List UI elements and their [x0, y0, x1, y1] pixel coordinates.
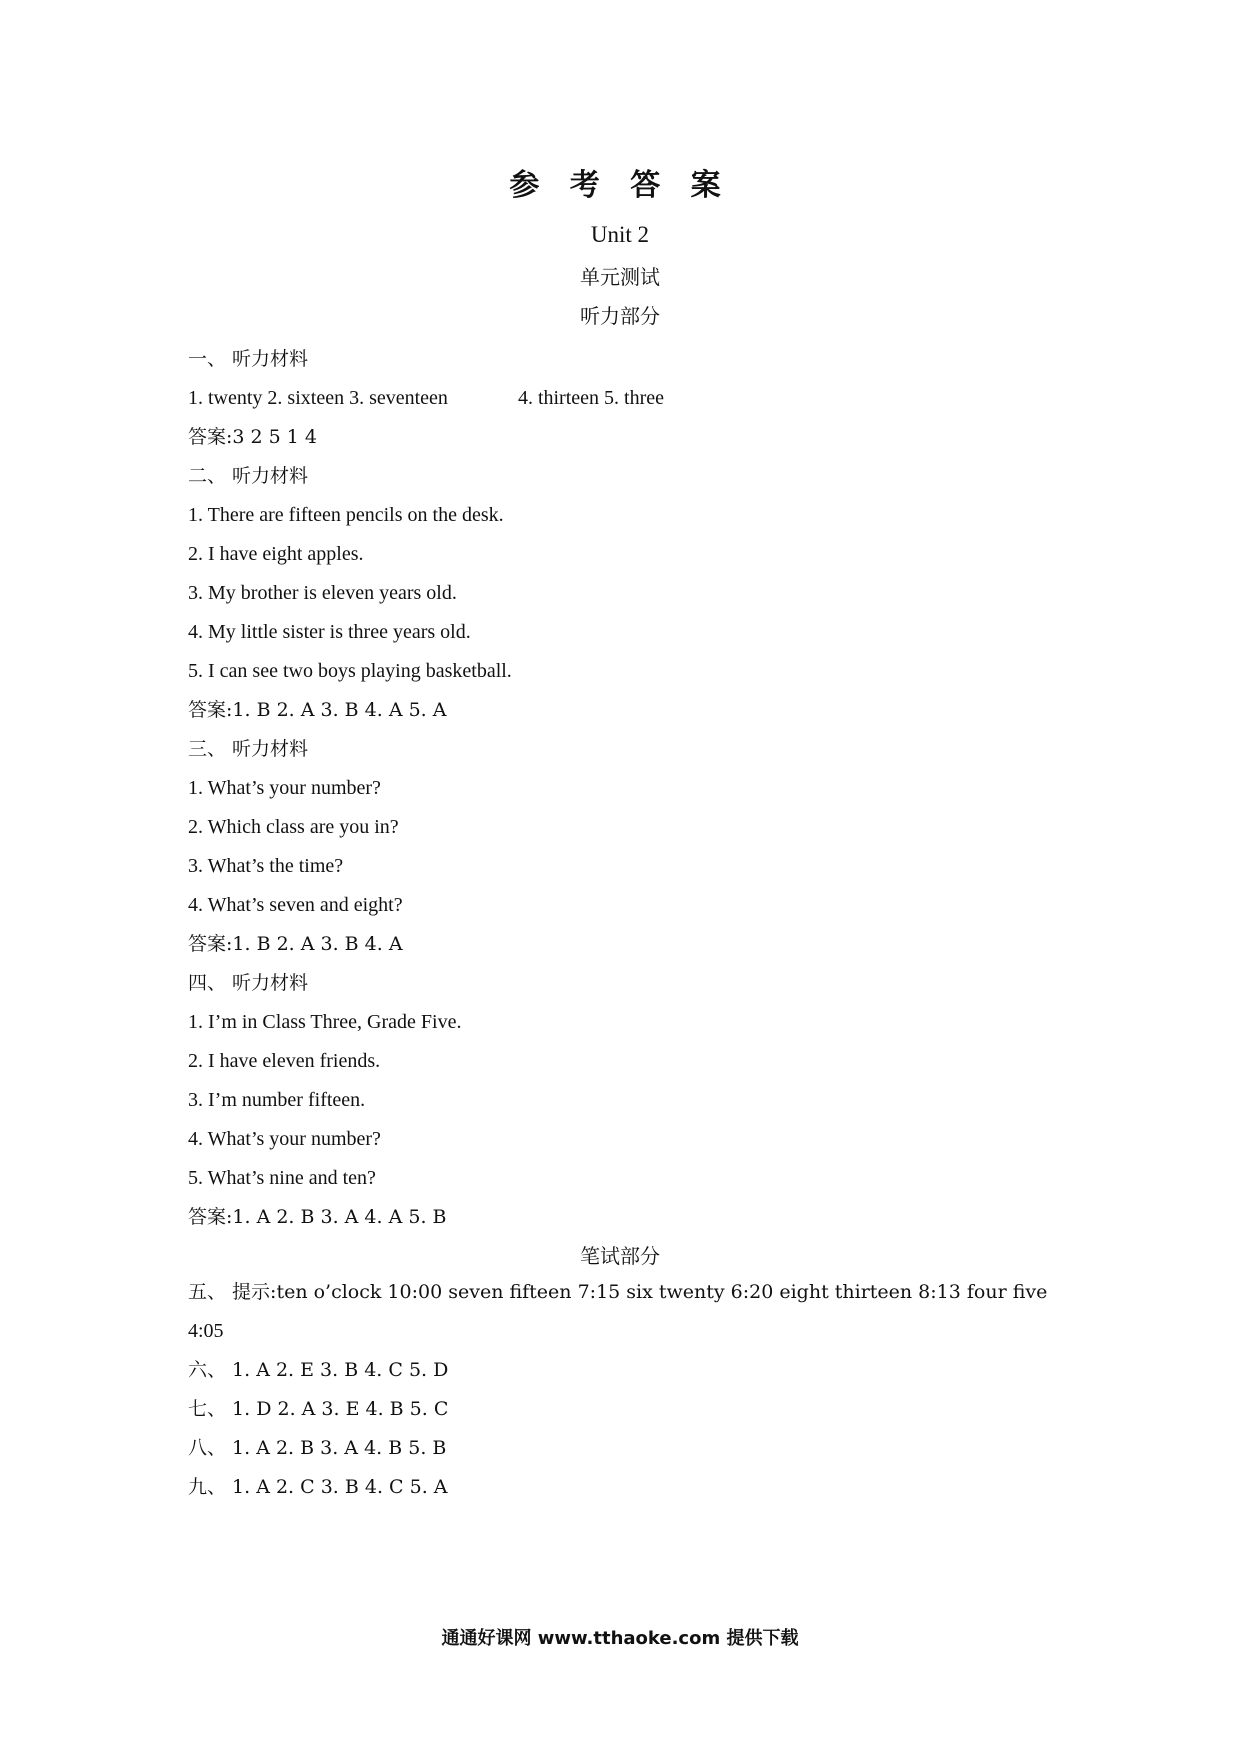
part2-line-1: 1. There are fifteen pencils on the desk. [188, 504, 504, 526]
part4-heading: 四、 听力材料 [188, 972, 309, 994]
part1-items: 1. twenty 2. sixteen 3. seventeen [188, 387, 448, 409]
part3-line-3: 3. What’s the time? [188, 855, 344, 877]
part2-answers: 答案:1. B 2. A 3. B 4. A 5. A [188, 699, 447, 721]
part1-items-b: 4. thirteen 5. three [517, 387, 664, 409]
written-section [188, 1273, 1068, 1507]
part3-line-4: 4. What’s seven and eight? [188, 894, 403, 916]
part1-heading: 一、 听力材料 [188, 348, 309, 370]
part3-line-1: 1. What’s your number? [188, 777, 381, 799]
written-section-title: 笔试部分 [580, 1244, 660, 1268]
part8-answers: 八、 1. A 2. B 3. A 4. B 5. B [188, 1437, 447, 1459]
part4-line-3: 3. I’m number fifteen. [188, 1089, 366, 1111]
part2-heading: 二、 听力材料 [188, 465, 309, 487]
part2-line-2: 2. I have eight apples. [188, 543, 364, 565]
part2-line-4: 4. My little sister is three years old. [188, 621, 471, 643]
part3-line-2: 2. Which class are you in? [188, 816, 399, 838]
part3-answers: 答案:1. B 2. A 3. B 4. A [188, 933, 403, 955]
part2-line-3: 3. My brother is eleven years old. [188, 582, 457, 604]
footer-source: 通通好课网 www.tthaoke.com 提供下载 [441, 1628, 799, 1649]
part1-items-line [188, 379, 1068, 418]
part4-line-5: 5. What’s nine and ten? [188, 1167, 376, 1189]
listening-section [188, 340, 1068, 1237]
part5-line-1: 五、 提示:ten o’clock 10:00 seven fifteen 7:15 six twenty 6:20 eight thirteen 8:13 four five [188, 1281, 1048, 1303]
part3-heading: 三、 听力材料 [188, 738, 309, 760]
part4-line-1: 1. I’m in Class Three, Grade Five. [188, 1011, 462, 1033]
page-title: 参 考 答 案 [509, 168, 731, 203]
part4-answers: 答案:1. A 2. B 3. A 4. A 5. B [188, 1206, 447, 1228]
part4-line-2: 2. I have eleven friends. [188, 1050, 381, 1072]
part2-line-5: 5. I can see two boys playing basketball. [188, 660, 512, 682]
part4-line-4: 4. What’s your number? [188, 1128, 381, 1150]
part7-answers: 七、 1. D 2. A 3. E 4. B 5. C [188, 1398, 449, 1420]
part5-line-2: 4:05 [188, 1320, 224, 1342]
test-name: 单元测试 [580, 265, 660, 289]
part6-answers: 六、 1. A 2. E 3. B 4. C 5. D [188, 1359, 449, 1381]
listening-section-title: 听力部分 [580, 304, 660, 328]
part9-answers: 九、 1. A 2. C 3. B 4. C 5. A [188, 1476, 448, 1498]
unit-label: Unit 2 [590, 222, 650, 247]
part1-answers: 答案:3 2 5 1 4 [188, 426, 318, 448]
